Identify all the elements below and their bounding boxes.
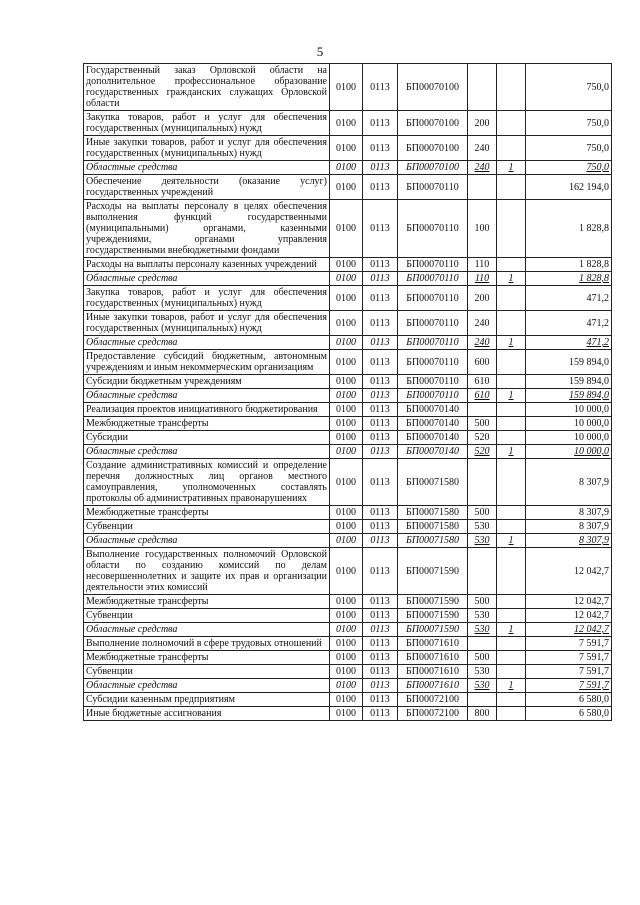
section-code-cell: 0100: [330, 707, 363, 721]
target-article-cell: БП00070110: [398, 175, 468, 200]
section-code-cell: 0100: [330, 111, 363, 136]
amount-cell: 8 307,9: [526, 506, 612, 520]
subsection-code-cell: 0113: [363, 272, 398, 286]
target-article-cell: БП00070140: [398, 431, 468, 445]
subsection-code-cell: 0113: [363, 403, 398, 417]
funding-source-cell: [497, 258, 526, 272]
target-article-cell: БП00071580: [398, 459, 468, 506]
row-name-cell: Межбюджетные трансферты: [84, 651, 330, 665]
table-row: [84, 623, 612, 637]
amount-cell: 750,0: [526, 111, 612, 136]
amount-cell: 10 000,0: [526, 431, 612, 445]
expense-type-cell: 530: [468, 665, 497, 679]
target-article-cell: БП00072100: [398, 707, 468, 721]
expense-type-cell: 530: [468, 520, 497, 534]
expense-type-cell: 240: [468, 311, 497, 336]
amount-cell: 10 000,0: [526, 403, 612, 417]
section-code-cell: 0100: [330, 445, 363, 459]
subsection-code-cell: 0113: [363, 637, 398, 651]
section-code-cell: 0100: [330, 64, 363, 111]
section-code-cell: 0100: [330, 693, 363, 707]
row-name-cell: Субвенции: [84, 665, 330, 679]
expense-type-cell: 520: [468, 445, 497, 459]
row-name-cell: Субсидии казенным предприятиям: [84, 693, 330, 707]
row-name-cell: Закупка товаров, работ и услуг для обеспечения государственных (муниципальных) нужд: [84, 111, 330, 136]
table-row: [84, 375, 612, 389]
target-article-cell: БП00070100: [398, 111, 468, 136]
expense-type-cell: 610: [468, 375, 497, 389]
amount-cell: 8 307,9: [526, 520, 612, 534]
row-name-cell: Закупка товаров, работ и услуг для обеспечения государственных (муниципальных) нужд: [84, 286, 330, 311]
row-name-cell: Предоставление субсидий бюджетным, автономным учреждениям и иным некоммерческим организациям: [84, 350, 330, 375]
table-row: [84, 336, 612, 350]
budget-table-body: [84, 64, 612, 721]
section-code-cell: 0100: [330, 403, 363, 417]
funding-source-cell: [497, 459, 526, 506]
row-name-cell: Областные средства: [84, 272, 330, 286]
funding-source-cell: 1: [497, 161, 526, 175]
funding-source-cell: [497, 651, 526, 665]
funding-source-cell: 1: [497, 623, 526, 637]
amount-cell: 8 307,9: [526, 534, 612, 548]
amount-cell: 1 828,8: [526, 258, 612, 272]
table-row: [84, 637, 612, 651]
funding-source-cell: [497, 111, 526, 136]
subsection-code-cell: 0113: [363, 311, 398, 336]
subsection-code-cell: 0113: [363, 350, 398, 375]
amount-cell: 7 591,7: [526, 651, 612, 665]
funding-source-cell: 1: [497, 272, 526, 286]
expense-type-cell: 500: [468, 506, 497, 520]
expense-type-cell: 200: [468, 286, 497, 311]
section-code-cell: 0100: [330, 534, 363, 548]
funding-source-cell: [497, 200, 526, 258]
subsection-code-cell: 0113: [363, 258, 398, 272]
section-code-cell: 0100: [330, 520, 363, 534]
section-code-cell: 0100: [330, 417, 363, 431]
funding-source-cell: [497, 609, 526, 623]
expense-type-cell: 500: [468, 651, 497, 665]
section-code-cell: 0100: [330, 431, 363, 445]
subsection-code-cell: 0113: [363, 200, 398, 258]
table-row: [84, 161, 612, 175]
target-article-cell: БП00071580: [398, 534, 468, 548]
table-row: [84, 431, 612, 445]
table-row: [84, 200, 612, 258]
row-name-cell: Межбюджетные трансферты: [84, 595, 330, 609]
amount-cell: 750,0: [526, 136, 612, 161]
amount-cell: 471,2: [526, 286, 612, 311]
section-code-cell: 0100: [330, 136, 363, 161]
row-name-cell: Областные средства: [84, 445, 330, 459]
expense-type-cell: 600: [468, 350, 497, 375]
target-article-cell: БП00070140: [398, 445, 468, 459]
amount-cell: 12 042,7: [526, 609, 612, 623]
subsection-code-cell: 0113: [363, 595, 398, 609]
funding-source-cell: [497, 637, 526, 651]
target-article-cell: БП00070110: [398, 286, 468, 311]
subsection-code-cell: 0113: [363, 336, 398, 350]
subsection-code-cell: 0113: [363, 431, 398, 445]
subsection-code-cell: 0113: [363, 445, 398, 459]
amount-cell: 10 000,0: [526, 445, 612, 459]
funding-source-cell: [497, 431, 526, 445]
subsection-code-cell: 0113: [363, 136, 398, 161]
subsection-code-cell: 0113: [363, 375, 398, 389]
funding-source-cell: [497, 375, 526, 389]
table-row: [84, 286, 612, 311]
row-name-cell: Расходы на выплаты персоналу в целях обеспечения выполнения функций государственными (муниципальными) органами, казенными учреждениями, органами управления государственными внебюджетными фондами: [84, 200, 330, 258]
subsection-code-cell: 0113: [363, 175, 398, 200]
funding-source-cell: [497, 693, 526, 707]
subsection-code-cell: 0113: [363, 623, 398, 637]
page-number: 5: [316, 44, 324, 59]
section-code-cell: 0100: [330, 548, 363, 595]
target-article-cell: БП00070100: [398, 64, 468, 111]
expense-type-cell: 110: [468, 258, 497, 272]
expense-type-cell: [468, 64, 497, 111]
subsection-code-cell: 0113: [363, 161, 398, 175]
amount-cell: 750,0: [526, 161, 612, 175]
subsection-code-cell: 0113: [363, 679, 398, 693]
table-row: [84, 311, 612, 336]
target-article-cell: БП00071590: [398, 595, 468, 609]
target-article-cell: БП00070110: [398, 350, 468, 375]
expense-type-cell: 610: [468, 389, 497, 403]
funding-source-cell: [497, 175, 526, 200]
table-row: [84, 175, 612, 200]
section-code-cell: 0100: [330, 595, 363, 609]
target-article-cell: БП00070100: [398, 161, 468, 175]
subsection-code-cell: 0113: [363, 111, 398, 136]
row-name-cell: Областные средства: [84, 534, 330, 548]
target-article-cell: БП00071610: [398, 665, 468, 679]
subsection-code-cell: 0113: [363, 64, 398, 111]
table-row: [84, 64, 612, 111]
section-code-cell: 0100: [330, 665, 363, 679]
table-row: [84, 707, 612, 721]
section-code-cell: 0100: [330, 375, 363, 389]
amount-cell: 6 580,0: [526, 707, 612, 721]
row-name-cell: Межбюджетные трансферты: [84, 417, 330, 431]
target-article-cell: БП00070100: [398, 136, 468, 161]
expense-type-cell: 500: [468, 417, 497, 431]
amount-cell: 471,2: [526, 336, 612, 350]
section-code-cell: 0100: [330, 336, 363, 350]
table-row: [84, 679, 612, 693]
row-name-cell: Субвенции: [84, 520, 330, 534]
target-article-cell: БП00071610: [398, 651, 468, 665]
row-name-cell: Областные средства: [84, 336, 330, 350]
subsection-code-cell: 0113: [363, 389, 398, 403]
target-article-cell: БП00071590: [398, 609, 468, 623]
row-name-cell: Областные средства: [84, 623, 330, 637]
subsection-code-cell: 0113: [363, 665, 398, 679]
amount-cell: 1 828,8: [526, 200, 612, 258]
target-article-cell: БП00071610: [398, 679, 468, 693]
expense-type-cell: [468, 548, 497, 595]
subsection-code-cell: 0113: [363, 707, 398, 721]
amount-cell: 471,2: [526, 311, 612, 336]
funding-source-cell: [497, 520, 526, 534]
amount-cell: 7 591,7: [526, 665, 612, 679]
funding-source-cell: 1: [497, 336, 526, 350]
expense-type-cell: 520: [468, 431, 497, 445]
row-name-cell: Межбюджетные трансферты: [84, 506, 330, 520]
section-code-cell: 0100: [330, 350, 363, 375]
section-code-cell: 0100: [330, 637, 363, 651]
target-article-cell: БП00070110: [398, 272, 468, 286]
table-row: [84, 595, 612, 609]
funding-source-cell: [497, 417, 526, 431]
target-article-cell: БП00071580: [398, 520, 468, 534]
section-code-cell: 0100: [330, 623, 363, 637]
section-code-cell: 0100: [330, 286, 363, 311]
amount-cell: 10 000,0: [526, 417, 612, 431]
section-code-cell: 0100: [330, 175, 363, 200]
row-name-cell: Областные средства: [84, 389, 330, 403]
table-row: [84, 445, 612, 459]
amount-cell: 159 894,0: [526, 375, 612, 389]
target-article-cell: БП00071590: [398, 548, 468, 595]
row-name-cell: Государственный заказ Орловской области на дополнительное профессиональное образование государственных гражданских служащих Орловской области: [84, 64, 330, 111]
section-code-cell: 0100: [330, 161, 363, 175]
table-row: [84, 520, 612, 534]
amount-cell: 162 194,0: [526, 175, 612, 200]
expense-type-cell: 240: [468, 161, 497, 175]
amount-cell: 8 307,9: [526, 459, 612, 506]
table-row: [84, 272, 612, 286]
expense-type-cell: [468, 175, 497, 200]
amount-cell: 6 580,0: [526, 693, 612, 707]
expense-type-cell: 800: [468, 707, 497, 721]
funding-source-cell: [497, 350, 526, 375]
subsection-code-cell: 0113: [363, 506, 398, 520]
expense-type-cell: 530: [468, 679, 497, 693]
subsection-code-cell: 0113: [363, 609, 398, 623]
funding-source-cell: 1: [497, 679, 526, 693]
row-name-cell: Областные средства: [84, 161, 330, 175]
expense-type-cell: 200: [468, 111, 497, 136]
table-row: [84, 417, 612, 431]
funding-source-cell: [497, 403, 526, 417]
row-name-cell: Субсидии: [84, 431, 330, 445]
target-article-cell: БП00072100: [398, 693, 468, 707]
section-code-cell: 0100: [330, 389, 363, 403]
table-row: [84, 403, 612, 417]
table-row: [84, 651, 612, 665]
funding-source-cell: [497, 665, 526, 679]
expense-type-cell: 530: [468, 623, 497, 637]
table-row: [84, 136, 612, 161]
expense-type-cell: 500: [468, 595, 497, 609]
target-article-cell: БП00071580: [398, 506, 468, 520]
expense-type-cell: 530: [468, 534, 497, 548]
amount-cell: 159 894,0: [526, 389, 612, 403]
amount-cell: 7 591,7: [526, 679, 612, 693]
subsection-code-cell: 0113: [363, 520, 398, 534]
expense-type-cell: 110: [468, 272, 497, 286]
row-name-cell: Иные закупки товаров, работ и услуг для обеспечения государственных (муниципальных) нужд: [84, 136, 330, 161]
expense-type-cell: 240: [468, 336, 497, 350]
subsection-code-cell: 0113: [363, 548, 398, 595]
expense-type-cell: [468, 459, 497, 506]
amount-cell: 750,0: [526, 64, 612, 111]
target-article-cell: БП00070110: [398, 200, 468, 258]
funding-source-cell: [497, 506, 526, 520]
funding-source-cell: [497, 64, 526, 111]
section-code-cell: 0100: [330, 200, 363, 258]
amount-cell: 12 042,7: [526, 595, 612, 609]
funding-source-cell: 1: [497, 389, 526, 403]
funding-source-cell: [497, 707, 526, 721]
target-article-cell: БП00071610: [398, 637, 468, 651]
target-article-cell: БП00070140: [398, 403, 468, 417]
amount-cell: 1 828,8: [526, 272, 612, 286]
table-row: [84, 609, 612, 623]
section-code-cell: 0100: [330, 459, 363, 506]
table-row: [84, 534, 612, 548]
funding-source-cell: [497, 595, 526, 609]
amount-cell: 159 894,0: [526, 350, 612, 375]
section-code-cell: 0100: [330, 651, 363, 665]
table-row: [84, 459, 612, 506]
row-name-cell: Выполнение государственных полномочий Орловской области по созданию комиссий по делам несовершеннолетних и защите их прав и организации деятельности этих комиссий: [84, 548, 330, 595]
target-article-cell: БП00070110: [398, 375, 468, 389]
budget-table: [83, 63, 612, 721]
expense-type-cell: 100: [468, 200, 497, 258]
expense-type-cell: [468, 637, 497, 651]
table-row: [84, 111, 612, 136]
funding-source-cell: 1: [497, 534, 526, 548]
row-name-cell: Областные средства: [84, 679, 330, 693]
row-name-cell: Субсидии бюджетным учреждениям: [84, 375, 330, 389]
row-name-cell: Обеспечение деятельности (оказание услуг) государственных учреждений: [84, 175, 330, 200]
funding-source-cell: [497, 548, 526, 595]
subsection-code-cell: 0113: [363, 693, 398, 707]
table-row: [84, 548, 612, 595]
section-code-cell: 0100: [330, 311, 363, 336]
amount-cell: 12 042,7: [526, 623, 612, 637]
funding-source-cell: 1: [497, 445, 526, 459]
row-name-cell: Иные закупки товаров, работ и услуг для обеспечения государственных (муниципальных) нужд: [84, 311, 330, 336]
target-article-cell: БП00070110: [398, 258, 468, 272]
target-article-cell: БП00070140: [398, 417, 468, 431]
amount-cell: 7 591,7: [526, 637, 612, 651]
subsection-code-cell: 0113: [363, 651, 398, 665]
expense-type-cell: 530: [468, 609, 497, 623]
section-code-cell: 0100: [330, 609, 363, 623]
table-row: [84, 389, 612, 403]
expense-type-cell: [468, 403, 497, 417]
subsection-code-cell: 0113: [363, 286, 398, 311]
table-row: [84, 258, 612, 272]
row-name-cell: Выполнение полномочий в сфере трудовых отношений: [84, 637, 330, 651]
subsection-code-cell: 0113: [363, 534, 398, 548]
target-article-cell: БП00070110: [398, 311, 468, 336]
row-name-cell: Создание административных комиссий и определение перечня должностных лиц органов местного самоуправления, уполномоченных составлять протоколы об административных правонарушениях: [84, 459, 330, 506]
expense-type-cell: [468, 693, 497, 707]
table-row: [84, 350, 612, 375]
section-code-cell: 0100: [330, 679, 363, 693]
table-row: [84, 693, 612, 707]
row-name-cell: Реализация проектов инициативного бюджетирования: [84, 403, 330, 417]
expense-type-cell: 240: [468, 136, 497, 161]
funding-source-cell: [497, 311, 526, 336]
subsection-code-cell: 0113: [363, 459, 398, 506]
subsection-code-cell: 0113: [363, 417, 398, 431]
section-code-cell: 0100: [330, 506, 363, 520]
funding-source-cell: [497, 136, 526, 161]
target-article-cell: БП00070110: [398, 389, 468, 403]
row-name-cell: Субвенции: [84, 609, 330, 623]
funding-source-cell: [497, 286, 526, 311]
section-code-cell: 0100: [330, 272, 363, 286]
amount-cell: 12 042,7: [526, 548, 612, 595]
section-code-cell: 0100: [330, 258, 363, 272]
row-name-cell: Расходы на выплаты персоналу казенных учреждений: [84, 258, 330, 272]
row-name-cell: Иные бюджетные ассигнования: [84, 707, 330, 721]
table-row: [84, 506, 612, 520]
target-article-cell: БП00070110: [398, 336, 468, 350]
table-row: [84, 665, 612, 679]
target-article-cell: БП00071590: [398, 623, 468, 637]
